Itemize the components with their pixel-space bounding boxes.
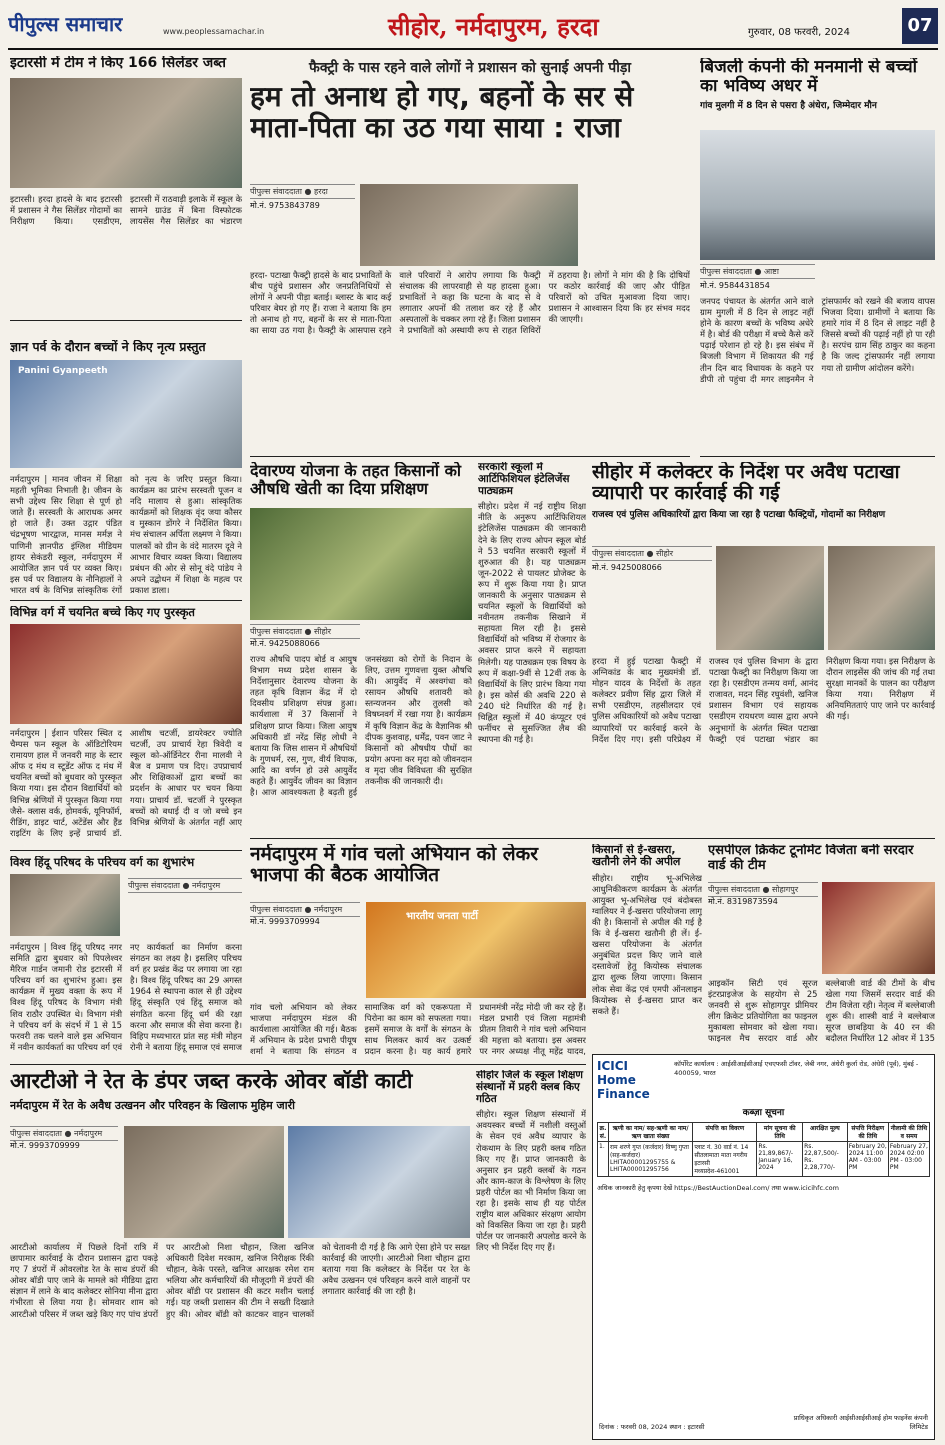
photo (10, 360, 242, 468)
story-body: हरदा- पटाखा फैक्ट्री हादसे के बाद प्रभावितों के बीच पहुंचे प्रशासन और जनप्रतिनिधियों से लोगों ने अपनी पीड़ा बताई। ब्लास्ट के बाद कई परिवार बेघर हो गए हैं। राजा ने बताया कि हम तो अनाथ हो गए, बहनों के सर से माता-पिता का साया उठ गया है। फैक्ट्री के आसपास रहने वाले परिवारों ने आरोप लगाया कि फैक्ट्री संचालक की लापरवाही से यह हादसा हुआ। प्रभावितों ने कहा कि घटना के बाद से वे लगातार अपनों की तलाश कर रहे हैं और अस्पतालों के चक्कर लगा रहे हैं। जिला प्रशासन ने प्रभावितों को अस्थायी रूप से राहत शिविरों में ठहराया है। लोगों ने मांग की है कि दोषियों पर कठोर कार्रवाई की जाए और पीड़ित परिवारों को उचित मुआवजा दिया जाए। प्रशासन ने आश्वासन दिया कि हर संभव मदद की जाएगी। (250, 270, 690, 336)
byline: पीपुल्स संवाददाता ● नर्मदापुरम (10, 1126, 118, 1141)
subhead: राजस्व एवं पुलिस अधिकारियों द्वारा किया जा रहा है पटाखा फैक्ट्रियों, गोदामों का निरीक्षण (592, 509, 886, 520)
publication-date: गुरुवार, 08 फरवरी, 2024 (748, 27, 850, 38)
byline: पीपुल्स संवाददाता ● हरदा (250, 184, 355, 199)
photo-2 (828, 546, 935, 650)
website-url[interactable]: www.peoplessamachar.in (163, 27, 265, 36)
story-body: राज्य औषधि पादप बोर्ड व आयुष विभाग मध्य प्रदेश शासन के निर्देशानुसार देवारण्य योजना के तहत कृषि विज्ञान केंद्र में दो दिवसीय प्रशिक्षण संपन्न हुआ। कार्यशाला में 37 किसानों ने प्रशिक्षण प्राप्त किया। जिला आयुष अधिकारी डॉ नरेंद्र सिंह लोधी ने बताया कि जिस शासन में औषधियों के गुणधर्म, रस, गुण, वीर्य विपाक, आदि का वर्णन हो उसे आयुर्वेद कहते हैं। आयुर्वेद जीवन का विज्ञान है। आज आवश्यकता है बढ़ती हुई जनसंख्या को रोगों के निदान के लिए, उत्तम गुणवत्ता युक्त औषधि की। आयुर्वेद में अश्वगंधा को रसायन औषधि शतावरी को स्तन्यजनन और तुलसी को विषघ्नवर्ग में रखा गया है। कार्यक्रम में कृषि विज्ञान केंद्र के वैज्ञानिक श्री दीपक कुशवाह, धर्मेंद्र, पवन जाट ने किसानों को औषधीय पौधों का प्रयोग अपना कर मृदा को जीवनदान व मृदा जीव विविधता की सुरक्षित तकनीक की जानकारी दी। (250, 654, 472, 798)
photo (10, 874, 120, 936)
photo-banner-text: Panini Gyanpeeth (18, 366, 108, 376)
story-body: हरदा में हुई पटाखा फैक्ट्री में अग्निकांड के बाद मुख्यमंत्री डॉ. मोहन यादव के निर्देशों के तहत कलेक्टर प्रवीण सिंह द्वारा जिले में सभी एसडीएम, तहसीलदार एवं पुलिस अधिकारियों को अवैध पटाखा व्यापारियों पर कार्रवाई करने के निर्देश दिए गए। इसी परिप्रेक्ष्य में राजस्व एवं पुलिस विभाग के द्वारा पटाखा फैक्ट्री का निरीक्षण किया जा रहा है। एसडीएम तन्मय वर्मा, आनंद राजावत, मदन सिंह रघुवंशी, खनिज प्रशासन विभाग एवं सहायक एसडीएम रायधरण व्यास द्वारा अपने अनुभागों के अंतर्गत स्थित पटाखा फैक्ट्री एवं पटाखा भंडार का निरीक्षण किया गया। इस निरीक्षण के दौरान लाइसेंस की जांच की गई तथा सुरक्षा मानकों के पालन का परीक्षण किया गया। निरीक्षण में अनियमितताएं पाए जाने पर कार्रवाई की गई। (592, 656, 935, 744)
headline: देवारण्य योजना के तहत किसानों को औषधि खेती का दिया प्रशिक्षण (250, 462, 462, 498)
col-reserve: आरक्षित मूल्य (803, 1123, 848, 1142)
auction-table (597, 1122, 930, 1177)
icici-auction-advert (592, 1054, 935, 1440)
advert-date-place: दिनांक : फरवरी 08, 2024 स्थान : इटारसी (599, 1423, 705, 1431)
photo-1 (716, 546, 824, 650)
mobile-number: मो.नं. 9993709999 (10, 1141, 80, 1150)
col-borrower: ऋणी का नाम/ सह-ऋणी का नाम/ ऋण खाता संख्या (608, 1123, 692, 1142)
headline: ज्ञान पर्व के दौरान बच्चों ने किए नृत्य प्रस्तुत (10, 340, 206, 354)
photo-banner-text: भारतीय जनता पार्टी (406, 911, 478, 922)
story-bijli (700, 58, 935, 453)
subhead: नर्मदापुरम में रेत के अवैध उत्खनन और परिवहन के खिलाफ मुहिम जारी (10, 1098, 295, 1112)
col-property: संपत्ति का विवरण (693, 1123, 757, 1142)
headline: नर्मदापुरम में गांव चलो अभियान को लेकर भाजपा की बैठक आयोजित (250, 844, 538, 887)
story-body: इटारसी। हरदा हादसे के बाद इटारसी में प्रशासन ने गैस सिलेंडर गोदामों का निरीक्षण किया। एसडीएम, इटारसी में राठवाड़ी इलाके में स्कूल के सामने ग्राउंड में बिना विस्फोटक लायसेंस गैस सिलेंडर का भंडारण (10, 194, 242, 226)
story-vhp (10, 856, 242, 1056)
headline: किसानों से ई-खसरा, खतौनी लेने की अपील (592, 844, 681, 869)
story-body: नर्मदापुरम | मानव जीवन में शिक्षा महती भूमिका निभाती है। जीवन के सभी उद्देश्य सिर शिक्षा से पूर्ण हो जाते हैं। सरस्वती के आराधक अमर हो जाते हैं। उक्त उद्गार पंडित चंद्रभूषण भारद्वाज, मानस मर्मज्ञ ने पाणिनी ज्ञानपीठ इंग्लिश मीडियम हायर सेकंडरी स्कूल, नर्मदापुरम में आयोजित ज्ञान पर्व पर व्यक्त किए। इस पर्व पर विद्यालय के नौनिहालों ने भारत वर्ष के विभिन्न सांस्कृतिक रंगों को नृत्य के जरिए प्रस्तुत किया। कार्यक्रम का प्रारंभ सरस्वती पूजन व नदि मालाय से हुआ। सांस्कृतिक कार्यक्रमों को शिक्षक वृंद जया कौसर व मुस्कान डोंगरे ने निर्देशित किया। मंच संचालन अर्पिता लक्ष्मण ने किया। पालकों को ग्रीन के वंदे मातरम दूवे ने आभार विचार व्यक्त किया। विद्यालय प्रबंधन की ओर से सोनू वंदे पांडेय ने अपने उद्बोधन में शिक्षा के महत्व पर प्रकाश डाला। (10, 474, 242, 595)
photo (10, 624, 242, 724)
section-title: सीहोर, नर्मदापुरम, हरदा (388, 12, 599, 41)
mobile-number: मो.नं. 9425008066 (592, 563, 662, 572)
subhead: गांव मुलगी में 8 दिन से पसरा है अंधेरा, जिम्मेदार मौन (700, 101, 877, 112)
col-sno: क्र. सं. (598, 1123, 609, 1142)
story-harda-lead (250, 58, 690, 358)
byline: पीपुल्स संवाददाता ● सोहागपुर (708, 882, 818, 897)
mobile-number: मो.नं. 9584431854 (700, 281, 770, 290)
headline: विभिन्न वर्ग में चयनित बच्चे किए गए पुरस्कृत (10, 606, 195, 619)
story-body: आइकॉन सिटी एवं सूरज इंटरप्राइजेज के सहयोग से 25 जनवरी से शुरू सोहागपुर प्रीमियर लीग क्रिकेट प्रतियोगिता का फाइनल मुकाबला सोमवार को खेला गया। फाइनल मैच सरदार वार्ड और बल्लेबाजी वार्ड की टीमों के बीच खेला गया जिसमें सरदार वार्ड की टीम विजेता रही। नेतृत्व में बल्लेबाजी शुरू की। शास्त्री वार्ड ने बल्लेबाज सूरज छाबड़िया के 40 रन की बदौलत निर्धारित 12 ओवर में 135 (708, 978, 935, 1044)
byline: पीपुल्स संवाददाता ● सीहोर (250, 624, 360, 639)
newspaper-logo: पीपुल्स समाचार (8, 12, 123, 36)
story-body: जनपद पंचायत के अंतर्गत आने वाले ग्राम मुगली में 8 दिन से लाइट नहीं होने के कारण बच्चों के भविष्य अधेरे में है। बोर्ड की परीक्षा में बच्चे कैसे करें पढ़ाई परेशान हो रहे है। इस संबंध में बिजली विभाग में शिकायत की गई तीन दिन बाद विधायक के कहने पर डीपी तो पहुंचा दी मगर लाइनमैन ने ट्रांसफार्मर को रखने की बजाय वापस भिजवा दिया। ग्रामीणों ने बताया कि हमारे गांव में 8 दिन से लाइट नहीं है जिससे बच्चों की पढ़ाई नहीं हो पा रही है। सरपंच ग्राम सिंह ठाकुर का कहना है कि जल्द ट्रांसफार्मर नहीं लगाया गया तो ग्रामीण आंदोलन करेंगे। (700, 296, 935, 384)
story-awards (10, 606, 242, 846)
col-demand: मांग सूचना की तिथि (757, 1123, 803, 1142)
headline: बिजली कंपनी की मनमानी से बच्चों का भविष्य अधर में (700, 58, 918, 97)
story-kisan (592, 844, 702, 1049)
story-prahari (476, 1070, 586, 1440)
story-ai-curriculum (478, 462, 586, 802)
story-rto (10, 1070, 470, 1440)
photo (10, 78, 242, 188)
story-itarsi (10, 56, 242, 226)
photo (360, 184, 578, 266)
headline: सीहोर में कलेक्टर के निर्देश पर अवैध पटाखा व्यापारी पर कार्रवाई की गई (592, 462, 900, 505)
byline: पीपुल्स संवाददाता ● सीहोर (592, 546, 712, 561)
story-bjp (250, 844, 586, 1062)
advert-footer[interactable]: अधिक जानकारी हेतु कृपया देखें https://BestAuctionDeal.com/ तथा www.icicihfc.com (597, 1184, 839, 1192)
photo (366, 902, 586, 998)
story-devaranya (250, 462, 472, 802)
mobile-number: मो.नं. 8319873594 (708, 897, 778, 906)
byline: पीपुल्स संवाददाता ● नर्मदापुरम (250, 902, 360, 917)
story-collector (592, 462, 935, 832)
advert-title: कब्ज़ा सूचना (742, 1108, 785, 1118)
mobile-number: मो.नं. 9753843789 (250, 201, 320, 210)
headline: सीहोर जिले के स्कूल शिक्षण संस्थानों में प्रहरी क्लब किए गठित (476, 1070, 583, 1105)
advert-header: कॉर्पोरेट कार्यालय : आईसीआईसीआई एचएफसी टॉवर, जेबी नगर, अंधेरी कुर्ला रोड, अंधेरी (पूर्व), मुंबई - 400059, भारत (674, 1060, 919, 1077)
page-number: 07 (902, 8, 938, 44)
photo-1 (124, 1126, 284, 1238)
mobile-number: मो.नं. 9993709994 (250, 917, 320, 926)
masthead (8, 8, 938, 50)
headline: इटारसी में टीम ने किए 166 सिलेंडर जब्त (10, 56, 226, 71)
story-cricket (708, 844, 935, 1049)
story-body: नर्मदापुरम | ईशान परिसर स्थित द चैम्पस फन स्कूल के ऑडिटोरियम रामायण हाल में जनवरी माह के स्टार ऑफ द मंथ व स्टूडेंट ऑफ द मंथ में चयनित बच्चों को बुधवार को पुरस्कृत किया गया। इस दौरान विद्यार्थियों को विभिन्न श्रेणियों में पुरस्कृत किया गया जैसे- क्लास वर्क, होमवर्क, यूनिफॉर्म, रीडिंग, डाइट चार्ट, अटेंडेंस और हैंड राइटिंग के लिए इन्हें प्राचार्य डॉ. आशीष चटर्जी, डायरेक्टर ज्योति चटर्जी, उप प्राचार्य रेहा त्रिवेदी व स्कूल को-ऑर्डिनेटर रीना मालवी ने बैज व प्रमाण पत्र दिए। उपप्राचार्य और शिक्षिकाओं द्वारा बच्चों का प्रदर्शन के आधार पर चयन किया गया। प्राचार्य डॉ. चटर्जी ने पुरस्कृत बच्चों को बधाई दी व जो बच्चे इन विभिन्न श्रेणियों के अंतर्गत नहीं आए (10, 728, 242, 838)
advert-signature: प्राधिकृत अधिकारी आईसीआईसीआई होम फाइनेंस कंपनी लिमिटेड (793, 1414, 928, 1431)
story-body: सीहोर। राष्ट्रीय भू-अभिलेख आधुनिकीकरण कार्यक्रम के अंतर्गत आयुक्त भू-अभिलेख एवं बंदोबस्त ग्वालियर ने ई-खसरा परियोजना लागू की है। किसानों से अपील की गई है कि वे ई-खसरा खतौनी ही लें। ई-खसरा परियोजना के अंतर्गत अनुबंधित प्रदत्त किए जाने वाले दस्तावेजों हेतु कियोस्क संचालक द्वारा शुल्क लिया जाएगा। किसान लोक सेवा केंद्र एवं एमपी ऑनलाइन कियोस्क से ई-खसरा प्राप्त कर सकते हैं। (592, 872, 702, 1016)
headline: एसपीएल क्रिकेट टूर्नामेंट विजेता बनी सरदार वार्ड की टीम (708, 844, 914, 873)
photo (822, 882, 935, 974)
story-body: नर्मदापुरम | विश्व हिंदू परिषद नगर समिति द्वारा बुधवार को पिपलेश्वर मैरिज गार्डन जमानी रोड इटारसी में परिचय वर्ग का शुभारंभ हुआ। इस कार्यक्रम में मुख्य वक्ता के रूप में विश्व हिंदू परिषद के विभाग मंत्री शिव राठौर उपस्थित थे। विभाग मंत्री ने परिचय वर्ग के संदर्भ में 1 से 15 फरवरी तक चलने वाले इस अभियान में नवीन कार्यकर्ता का परिचय वर्ग एवं नए कार्यकर्ता का निर्माण करना संगठन का लक्ष्य है। इसलिए परिचय वर्ग हर प्रखंड केंद्र पर लगाया जा रहा है। विश्व हिंदू परिषद का 29 अगस्त 1964 से स्थापना काल से ही उद्देश्य हिंदू संस्कृति एवं हिंदू समाज को संगठित करना हिंदू धर्म की रक्षा करना और समाज की सेवा करना है। विहिप मध्यभारत प्रांत सह मंत्री मोहन रोनी ने बताया हिंदू समाज एवं समाज (10, 942, 242, 1052)
col-auction: नीलामी की तिथि व समय (888, 1123, 929, 1142)
photo (250, 508, 472, 620)
headline: विश्व हिंदू परिषद के परिचय वर्ग का शुभारंभ (10, 856, 195, 869)
table-row: 1. राम शरणे गुप्त (कर्जदार) विष्णु गुप्ता (सह-कर्जदार) LHITA00001295755 & LHITA00001295756 प्लाट नं. 30 वार्ड नं. 14 सीतलामाता माता नगरीय इटारसी मध्यप्रदेश-461001 Rs. 21,89,867/- January 16, 2024 Rs. 22,87,500/- Rs. 2,28,770/- February 20, 2024 11:00 AM - 03:00 PM February 27, 2024 02:00 PM - 03:00 PM (599, 1143, 928, 1175)
photo-2 (288, 1126, 470, 1238)
headline: आरटीओ ने रेत के डंपर जब्त करके ओवर बॉडी काटी (10, 1070, 413, 1093)
story-body: गांव चलो अभियान को लेकर भाजपा नर्मदापुरम मंडल की कार्यशाला आयोजित की गई। बैठक में अभियान के प्रदेश प्रभारी पीयूष शर्मा ने बताया कि संगठन व सामाजिक वर्ग को एकरूपता में पिरोना का काम को सफलता गया। इसमें समाज के वर्गों के संगठन के साथ मिलकर कार्य कर उत्कर्ष्ट प्रदान करना है। यह कार्य हमारे प्रधानमंत्री नरेंद्र मोदी जी कर रहे हैं। मंडल प्रभारी एवं जिला महामंत्री प्रीतम तिवारी ने गांव चलो अभियान की महत्ता को बताया। इस अवसर पर नगर अध्यक्ष नीतू महेंद्र यादव, (250, 1002, 586, 1057)
icici-logo: ICICI Home Finance (597, 1059, 650, 1101)
byline: पीपुल्स संवाददाता ● आष्टा (700, 264, 815, 279)
kicker: फैक्ट्री के पास रहने वाले लोगों ने प्रशासन को सुनाई अपनी पीड़ा (309, 60, 631, 76)
byline: पीपुल्स संवाददाता ● नर्मदापुरम (128, 878, 242, 893)
story-gyan-parv (10, 340, 242, 598)
story-body: सीहोर। प्रदेश में नई राष्ट्रीय शिक्षा नीति के अनुरूप आर्टिफिशियल इंटेलिजेंस पाठ्यक्रम की जानकारी देने के लिए राज्य ओपन स्कूल बोर्ड ने 53 चयनित सरकारी स्कूलों में शुरुआत की है। यह पाठ्यक्रम जून-2022 से पायलट प्रोजेक्ट के रूप में शुरू किया गया है। प्राप्त जानकारी के अनुसार पाठ्यक्रम से चयनित स्कूलों के विद्यार्थियों को नवीनतम तकनीक सिखाने में सहायता मिल रही है। इससे विद्यार्थियों को भविष्य में रोजगार के अवसर प्राप्त करने में सहायता मिलेगी। यह पाठ्यक्रम एक विषय के रूप में कक्षा-9वीं से 12वीं तक के विद्यार्थियों के लिए प्रारंभ किया गया है। इस कोर्स की अवधि 220 से 240 घंटे निर्धारित की गई है। चिह्नित स्कूलों में 40 कंप्यूटर एवं फर्नीचर से सुसज्जित लैब की स्थापना की गई है। (478, 501, 586, 745)
headline: सरकारी स्कूलों में आर्टिफिशियल इंटेलिजेंस पाठ्यक्रम (478, 462, 570, 497)
photo (700, 130, 935, 260)
mobile-number: मो.नं. 9425088066 (250, 639, 320, 648)
col-inspection: संपत्ति निरीक्षण की तिथि (847, 1123, 888, 1142)
headline: हम तो अनाथ हो गए, बहनों के सर से माता-पिता का उठ गया साया : राजा (250, 80, 634, 145)
story-body: आरटीओ कार्यालय में पिछले दिनों रात्रि में छापामार कार्रवाई के दौरान प्रशासन द्वारा पकड़े गए 7 डंपरों में ओवरलोड रेत के साथ डंपरों की ओवर बॉडी पाए जाने के मामले को मीडिया द्वारा संज्ञान में लाने के बाद कलेक्टर सोनिया मीना द्वारा गंभीरता से लिया गया है। सोमवार शाम को आरटीओ परिसर में जब्त खड़े किए गए पांच डंपरों पर आरटीओ निशा चौहान, जिला खनिज अधिकारी दिवेश मरकाम, खनिज निरीक्षक रिंकी चौहान, केके परस्ते, खनिज आरक्षक रमेश राम भलिया और कर्मचारियों की मौजूदगी में डंपरों की ओवर बॉडी पर प्रशासन की कटर मशीन चलाई गई। यह जब्ती प्रशासन की टीम ने सख्ती दिखाते हुए की। ओवर बॉडी को काटकर वाहन चालकों को चेतावनी दी गई है कि आगे ऐसा होने पर सख्त कार्रवाई की जाएगी। आरटीओ निशा चौहान द्वारा बताया गया कि कलेक्टर के निर्देश पर रेत के अवैध उत्खनन एवं परिवहन करने वाले वाहनों पर लगातार कार्रवाई की जा रही है। (10, 1242, 470, 1319)
story-body: सीहोर। स्कूल शिक्षण संस्थानों में अवयस्कर बच्चों में नशीली वस्तुओं के सेवन एवं अवैध व्यापार के रोकथाम के लिए प्रहरी क्लब गठित किए गए हैं। प्राप्त जानकारी के अनुसार इन प्रहरी क्लबों के गठन और काम-काज के विश्लेषण के लिए प्रहरी पोर्टल का भी निर्माण किया जा रहा है। इसके साथ ही यह पोर्टल राष्ट्रीय बाल अधिकार संरक्षण आयोग को विकसित किया जा रहा है। प्रहरी पोर्टल पर जानकारी अपलोड करने के लिए भी निर्देश दिए गए हैं। (476, 1109, 586, 1253)
